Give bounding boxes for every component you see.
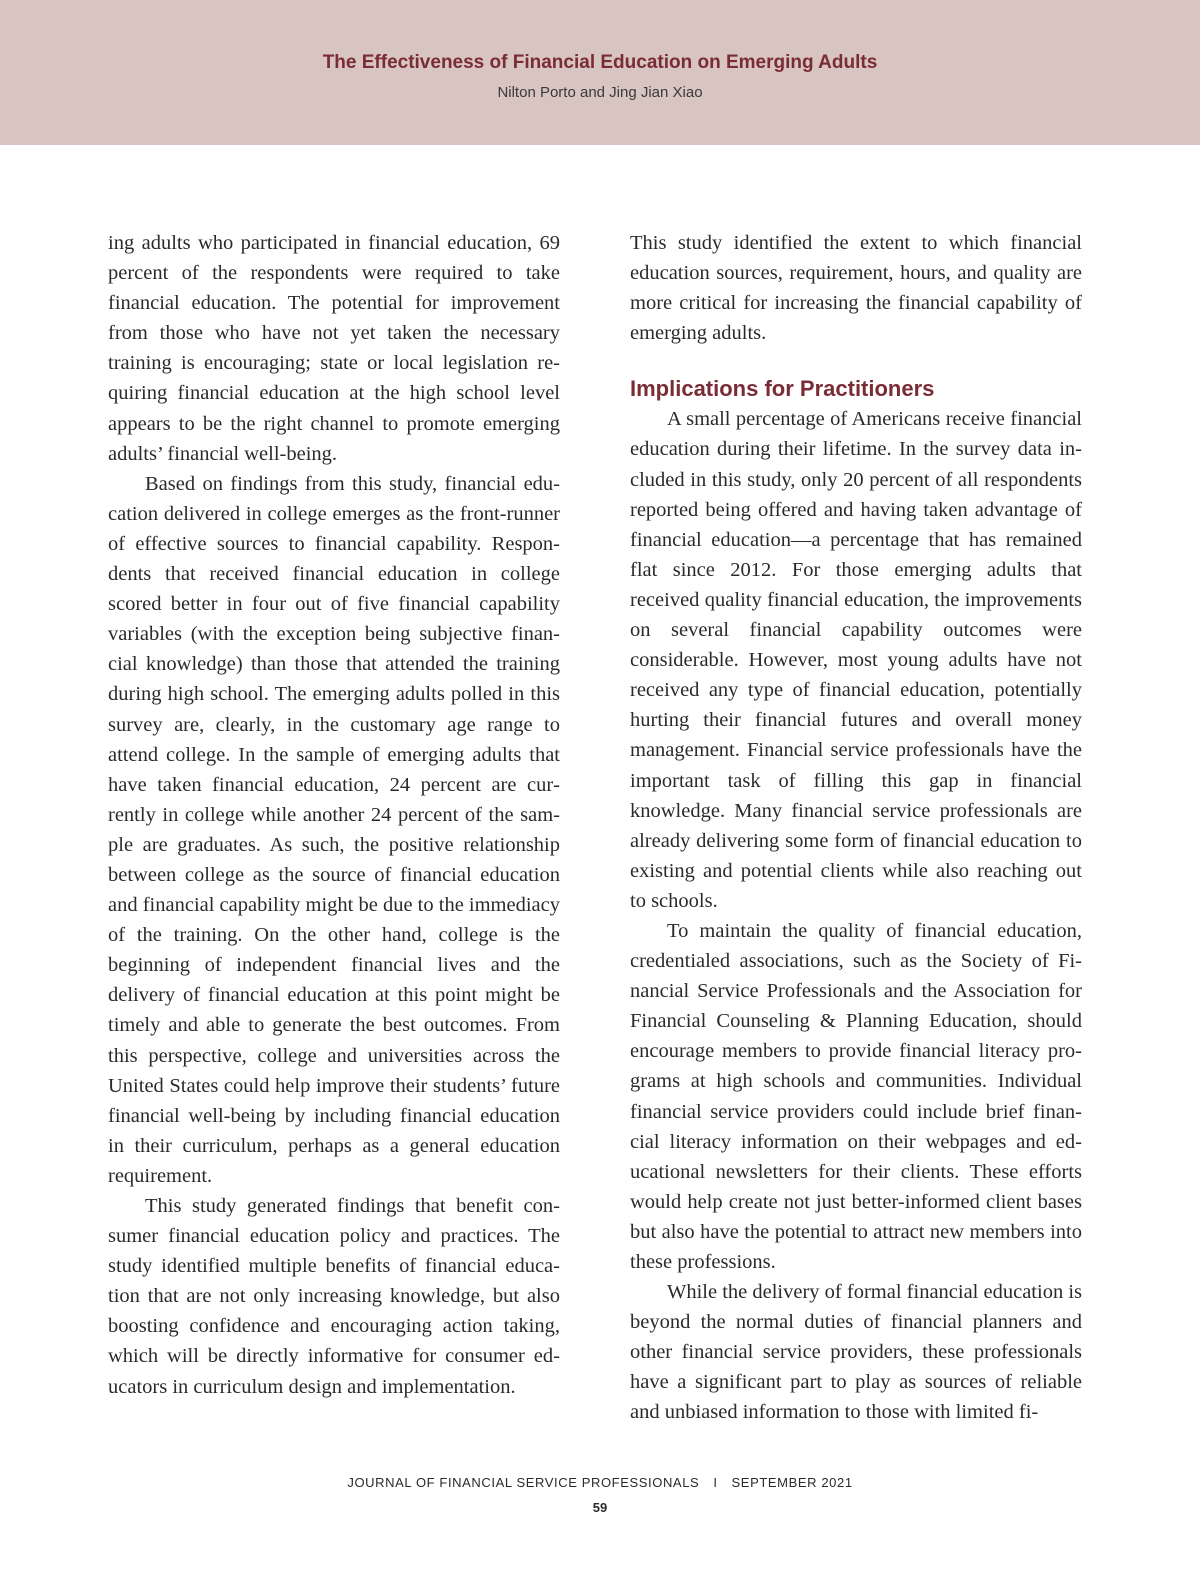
- issue-date: SEPTEMBER 2021: [731, 1475, 853, 1490]
- paragraph: This study identified the extent to which financial education sources, requirement, hours, and quality are more critical for increasing the financial capability of emerging adults.: [630, 232, 1082, 345]
- paragraph: This study generated findings that benefit consumer financial education policy and practices. The study identified multiple benefits of financial education that are not only increasing knowledge, but also boosting confidence and encouraging action taking, which will be directly informative for consumer educators in curriculum design and implementation.: [108, 1195, 560, 1398]
- article-title: The Effectiveness of Financial Education on Emerging Adults: [322, 52, 878, 73]
- paragraph: To maintain the quality of financial education, credentialed associations, such as the Society of Financial Service Professionals and the Association for Financial Counseling & Planning Education, should encourage members to provide financial literacy programs at high schools and communities. Individual financial service providers could include brief financial literacy information on their webpages and educational newsletters for their clients. These efforts would help create not just better-informed client bases but also have the potential to attract new members into these professions.: [630, 919, 1082, 1273]
- footer-separator: I: [713, 1475, 718, 1490]
- page-number: 59: [592, 1500, 608, 1515]
- paragraph: A small percentage of Americans receive financial education during their lifetime. In the survey data included in this study, only 20 percent of all respondents reported being offered and having taken advantage of financial education—a percentage that has remained flat since 2012. For those emerging adults that received quality financial education, the improvements on several financial capability outcomes were considerable. However, most young adults have not received any type of financial education, potentially hurting their financial futures and overall money management. Financial service professionals have the important task of filling this gap in financial knowledge. Many financial service professionals are already delivering some form of financial education to existing and potential clients while also reaching out to schools.: [630, 408, 1082, 912]
- paragraph: ing adults who participated in financial education, 69 percent of the respondents were required to take financial education. The potential for improvement from those who have not yet taken the necessary training is encouraging; state or local legislation requiring financial education at the high school level appears to be the right channel to promote emerging adults’ financial well-being.: [108, 232, 560, 465]
- journal-name: JOURNAL OF FINANCIAL SERVICE PROFESSIONALS: [347, 1475, 700, 1490]
- running-header: [0, 0, 1200, 145]
- section-heading: Implications for Practitioners: [630, 376, 935, 402]
- left-column: [108, 228, 560, 1402]
- journal-footer: [0, 1475, 1200, 1490]
- paragraph: While the delivery of formal financial education is beyond the normal duties of financial planners and other financial service providers, these professionals have a significant part to play as sources of reliable and unbiased information to those with limited fi-: [630, 1281, 1082, 1424]
- right-column: [630, 228, 1082, 1428]
- article-authors: Nilton Porto and Jing Jian Xiao: [497, 84, 703, 101]
- paragraph: Based on findings from this study, financial education delivered in college emerges as the front-runner of effective sources to financial capability. Respondents that received financial education in college scored better in four out of five financial capability variables (with the exception being subjective financial knowledge) than those that attended the training during high school. The emerging adults polled in this survey are, clearly, in the customary age range to attend college. In the sample of emerging adults that have taken financial education, 24 percent are currently in college while another 24 percent of the sample are graduates. As such, the positive relationship between college as the source of financial education and financial capability might be due to the immediacy of the training. On the other hand, college is the beginning of independent financial lives and the delivery of financial education at this point might be timely and able to generate the best outcomes. From this perspective, college and universities across the United States could help improve their students’ future financial well-being by including financial education in their curriculum, perhaps as a general education requirement.: [108, 472, 560, 1187]
